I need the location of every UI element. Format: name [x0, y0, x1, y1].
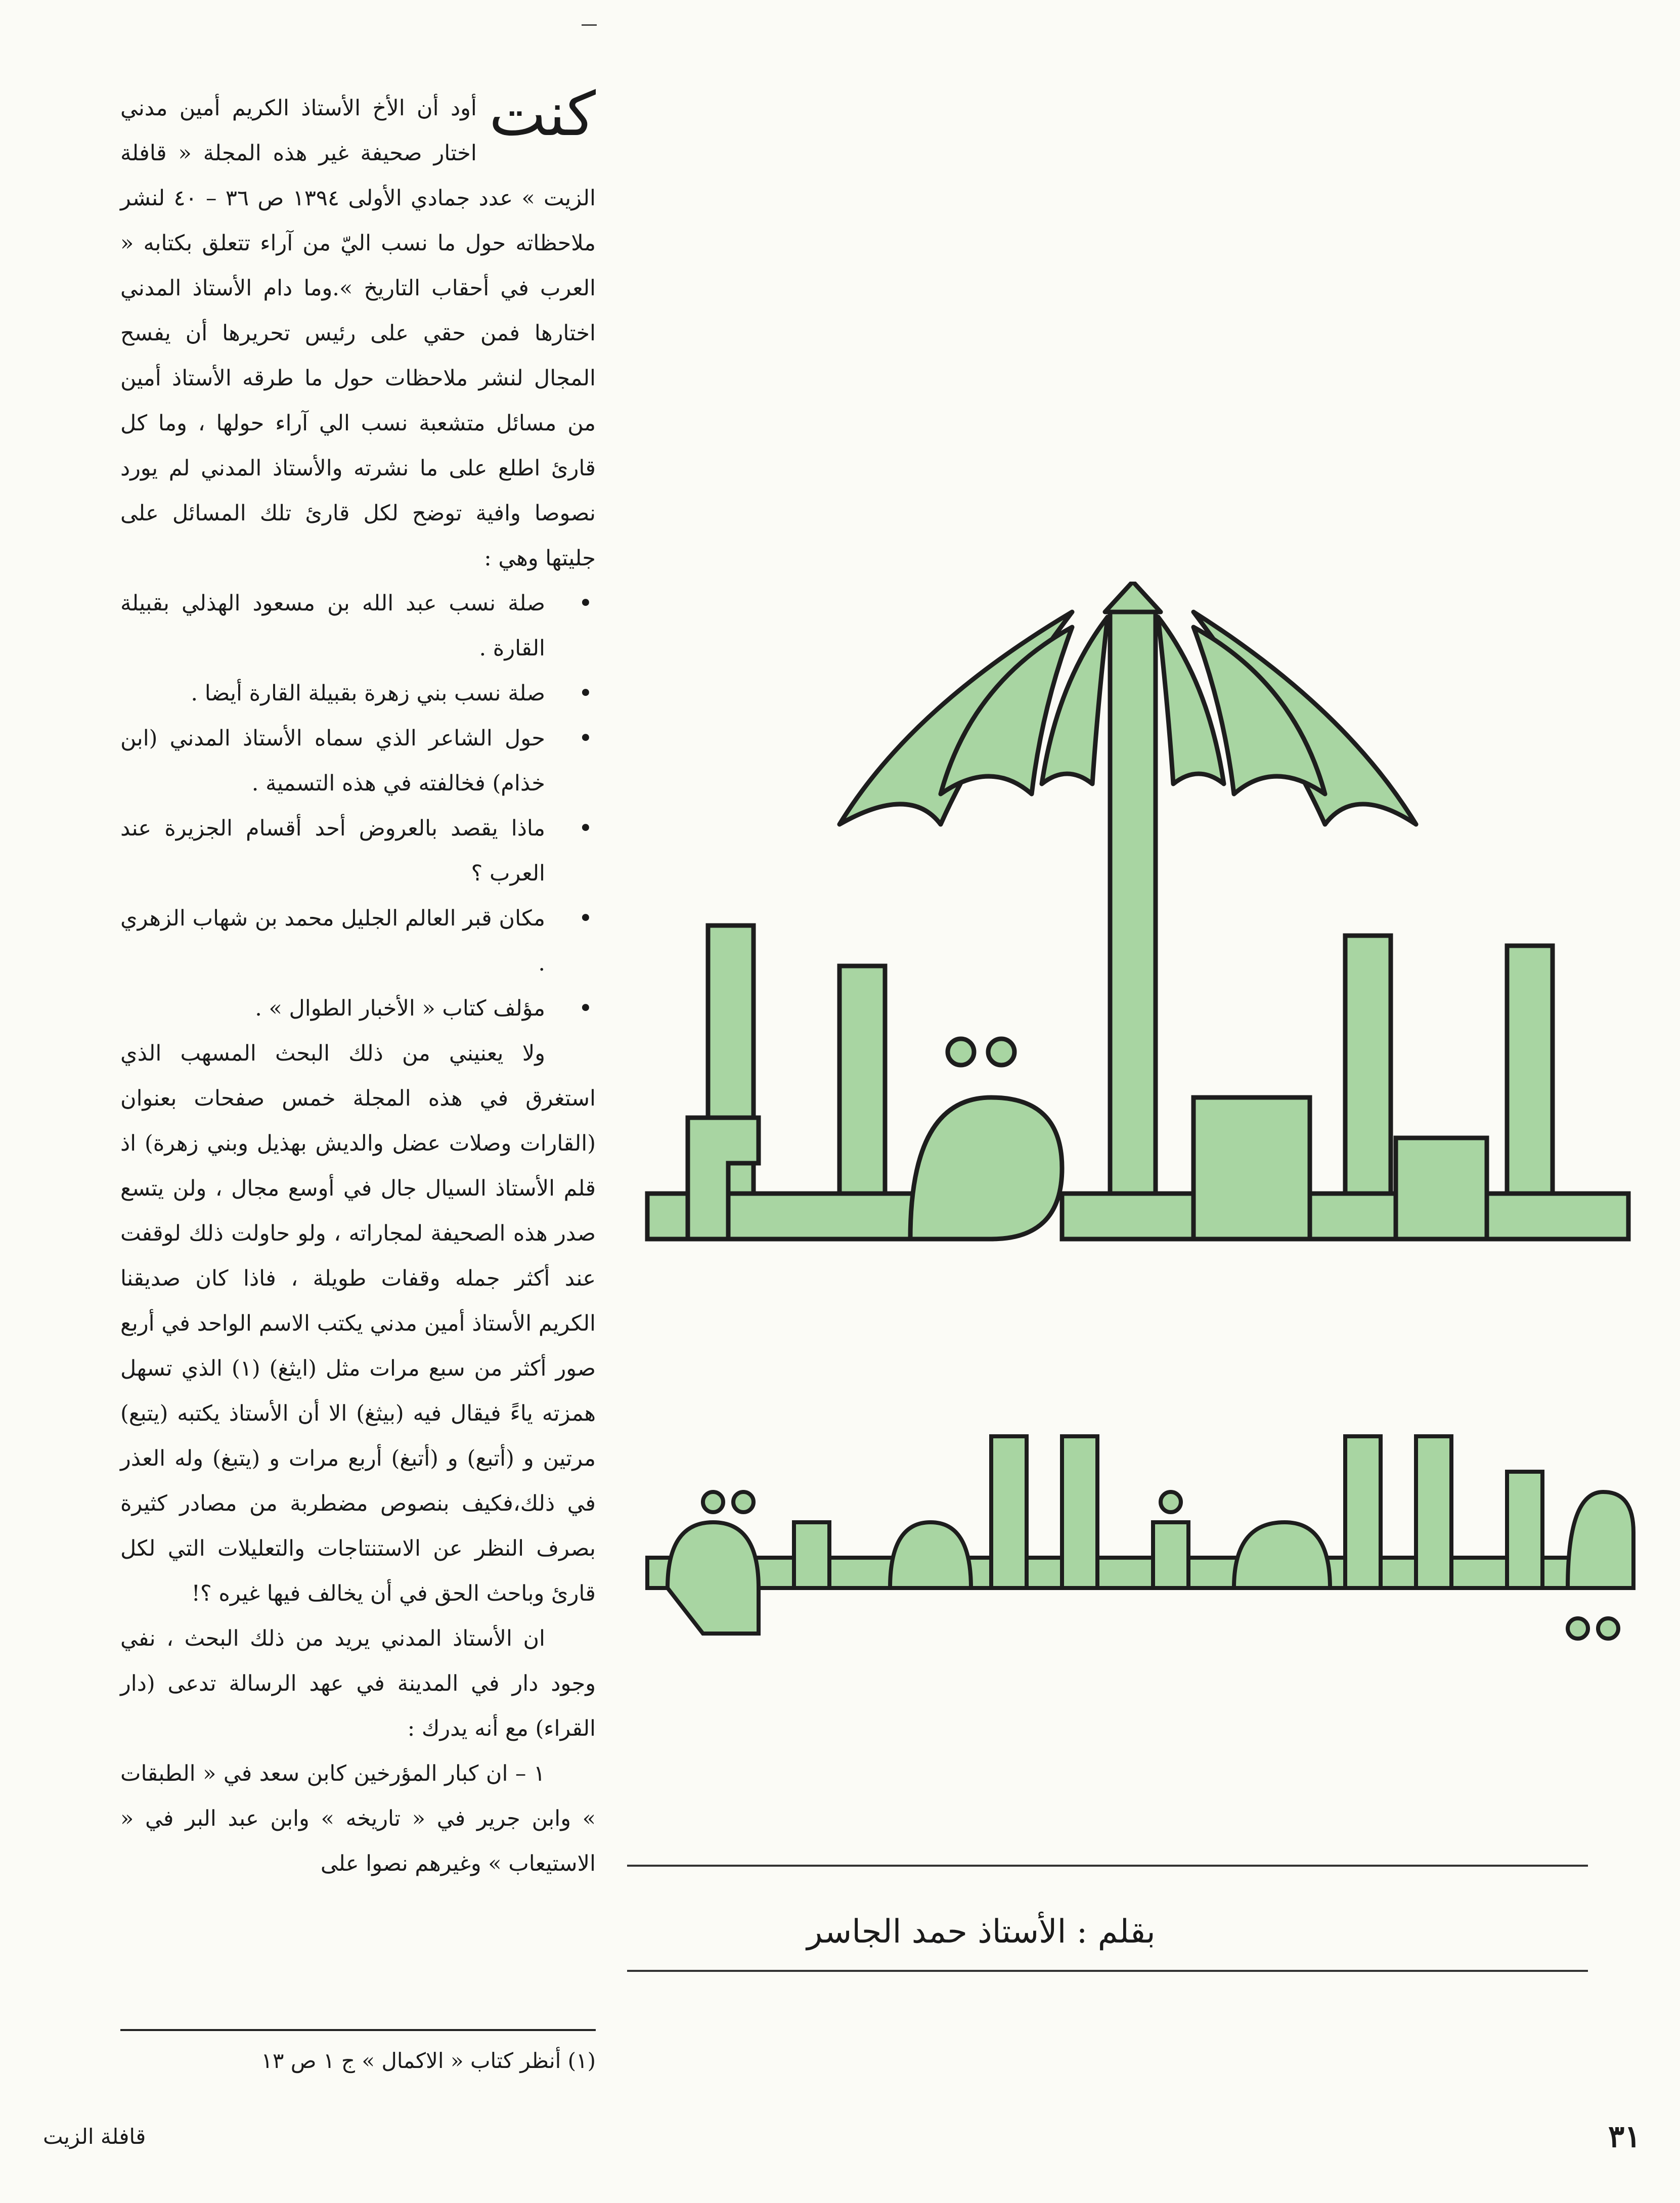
- list-item: • ماذا يقصد بالعروض أحد أقسام الجزيرة عند العرب ؟: [120, 806, 596, 896]
- top-crop-mark: [582, 24, 597, 26]
- list-item: • مؤلف كتاب « الأخبار الطوال » .: [120, 986, 596, 1031]
- byline-rule-top: [627, 1865, 1588, 1867]
- footnote: (١) أنظر كتاب « الاكمال » ج ١ ص ١٣: [261, 2048, 596, 2073]
- list-item: • صلة نسب بني زهرة بقبيلة القارة أيضا .: [120, 671, 596, 716]
- drop-cap: كنت: [489, 79, 596, 150]
- list-item: • صلة نسب عبد الله بن مسعود الهذلي بقبيلة القارة .: [120, 581, 596, 671]
- body-paragraph: ١ – ان كبار المؤرخين كابن سعد في « الطبقات » وابن جرير في « تاريخه » وابن عبد البر في « الاستيعاب » وغيرهم نصوا على: [120, 1761, 596, 1876]
- byline: بقلم : الأستاذ حمد الجاسر: [807, 1913, 1156, 1951]
- title-line-1-glyphs: [647, 612, 1628, 1239]
- page-number: ٣١: [1608, 2119, 1641, 2154]
- body-paragraph: ولا يعنيني من ذلك البحث المسهب الذي استغرق في هذه المجلة خمس صفحات بعنوان (القارات وصلات عضل والديش بهذيل وبني زهرة) اذ قلم الأستاذ السيال جال في أوسع مجال ، ولن يتسع صدر هذه الصحيفة لمجاراته ، ولو حاولت ذلك لوقفت عند أكثر جمله وقفات طويلة ، فاذا كان صديقنا الكريم الأستاذ أمين مدني يكتب الاسم الواحد في أربع صور أكثر من سبع مرات مثل (ايثغ) (١) الذي تسهل همزته ياءً فيقال فيه (بيثغ) الا أن الأستاذ يكتبه (يتبع) مرتين و (أتبع) و (أتبغ) أربع مرات و (يتبغ) وله العذر في ذلك،فكيف بنصوص مضطربة من مصادر كثيرة بصرف النظر عن الاستنتاجات والتعليلات التي لكل قارئ وباحث الحق في أن يخالف فيها غيره ؟!: [120, 1041, 596, 1606]
- topics-list: [120, 581, 596, 1031]
- byline-rule-bottom: [627, 1970, 1588, 1972]
- list-item: • مكان قبر العالم الجليل محمد بن شهاب الزهري .: [120, 896, 596, 986]
- title-line-2-glyphs: [647, 1436, 1633, 1639]
- article-column: [120, 79, 596, 1886]
- footnote-divider: [120, 2029, 596, 2031]
- title-calligraphy: [627, 582, 1639, 1694]
- list-item: • حول الشاعر الذي سماه الأستاذ المدني (ابن خذام) فخالفته في هذه التسمية .: [120, 716, 596, 806]
- magazine-name: قافلة الزيت: [43, 2124, 146, 2149]
- body-paragraph: ان الأستاذ المدني يريد من ذلك البحث ، نفي وجود دار في المدينة في عهد الرسالة تدعى (دار القراء) مع أنه يدرك :: [120, 1626, 596, 1741]
- intro-paragraph: أود أن الأخ الأستاذ الكريم أمين مدني اختار صحيفة غير هذه المجلة « قافلة الزيت » عدد جمادي الأولى ١٣٩٤ ص ٣٦ – ٤٠ لنشر ملاحظاته حول ما نسب اليّ من آراء تتعلق بكتابه « العرب في أحقاب التاريخ ».وما دام الأستاذ المدني اختارها فمن حقي على رئيس تحريرها أن يفسح المجال لنشر ملاحظات حول ما طرقه الأستاذ أمين من مسائل متشعبة نسب الي آراء حولها ، وما كل قارئ اطلع على ما نشرته والأستاذ المدني لم يورد نصوصا وافية توضح لكل قارئ تلك المسائل على جليتها وهي :: [120, 96, 596, 571]
